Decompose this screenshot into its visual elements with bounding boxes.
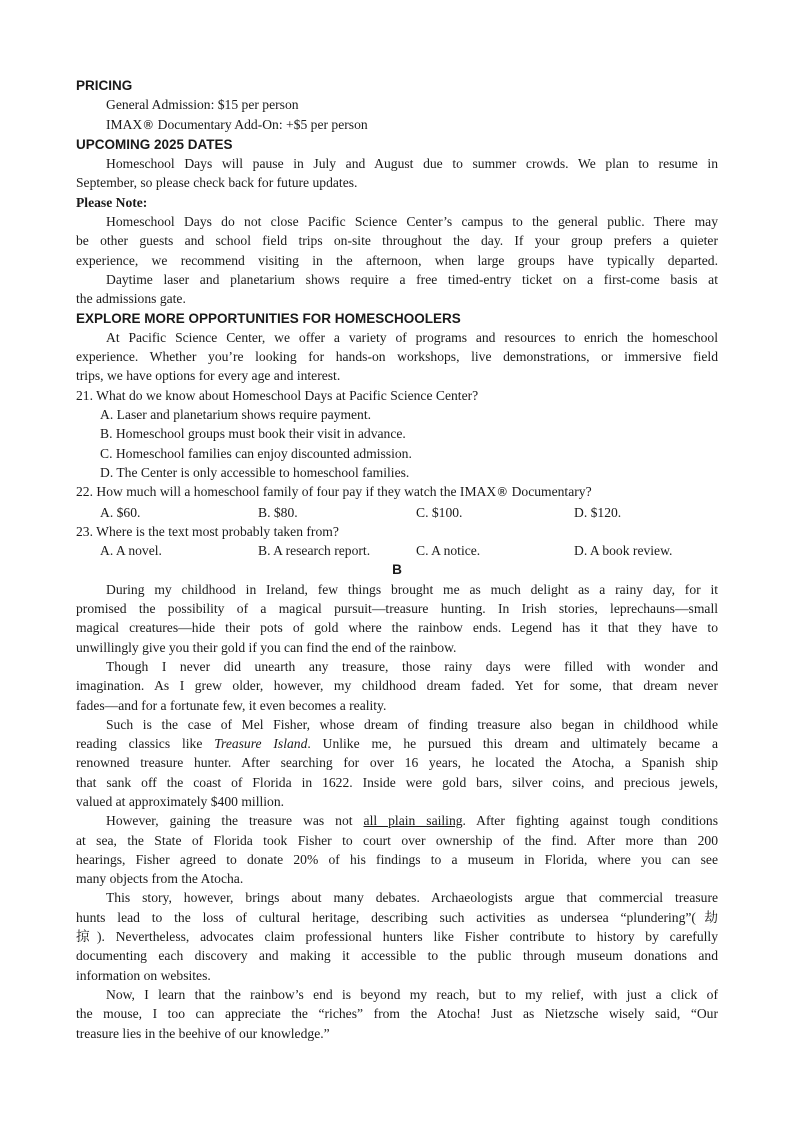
passage-b-label: B	[392, 562, 402, 578]
b-p5-line-3: 掠). Nevertheless, advocates claim professional hunters like Fisher contribute to history by carefully	[76, 929, 718, 945]
imax-addon-line	[76, 115, 718, 135]
upcoming-line-1: Homeschool Days will pause in July and August due to summer crowds. We plan to resume in	[106, 156, 718, 172]
explore-line-2: experience. Whether you’re looking for hands-on workshops, live demonstrations, or immersive field	[76, 349, 718, 365]
note-heading: Please Note:	[76, 194, 148, 210]
explore-line-1: At Pacific Science Center, we offer a variety of programs and resources to enrich the homeschool	[106, 329, 718, 345]
b-p4-line-2: at sea, the State of Florida took Fisher to court over ownership of the find. After more than 200	[76, 832, 718, 848]
b-p3-line-1: Such is the case of Mel Fisher, whose dream of finding treasure also began in childhood while	[106, 716, 718, 732]
b-p6-line-3: treasure lies in the beehive of our knowledge.”	[76, 1025, 330, 1041]
q23-option-c: C. A notice.	[416, 543, 481, 559]
q21-option-c: C. Homeschool families can enjoy discounted admission.	[100, 445, 412, 461]
q22-option-c: C. $100.	[416, 504, 463, 520]
b-p3-line-4: that sank off the coast of Florida in 1622. Inside were gold bars, silver coins, and precious jewels,	[76, 774, 718, 790]
pricing-heading: PRICING	[76, 78, 133, 93]
b-p3-text-b: . Unlike me, he pursued this dream and ultimately became a	[307, 736, 718, 752]
b-p1-line-3: magical creatures—hide their pots of gold where the rainbow ends. Legend has it that they have to	[76, 620, 718, 636]
b-p4-text-b: . After fighting against tough conditions	[462, 813, 718, 829]
b-p2-line-1: Though I never did unearth any treasure, those rainy days were filled with wonder and	[106, 658, 718, 674]
general-admission-line: General Admission: $15 per person	[106, 97, 299, 113]
q21-option-d: D. The Center is only accessible to homeschool families.	[100, 464, 410, 480]
b-p6-line-2: the mouse, I too can appreciate the “riches” from the Atocha! Just as Nietzsche wisely said, “Our	[76, 1006, 718, 1022]
b-p3-line-2	[76, 734, 718, 753]
b-p3-line-5: valued at approximately $400 million.	[76, 793, 285, 809]
registered-mark: ®	[142, 117, 155, 132]
b-p1-line-1: During my childhood in Ireland, few things brought me as much delight as a rainy day, for it	[106, 581, 718, 597]
q22-option-a: A. $60.	[100, 504, 141, 520]
b-p1-line-2: promised the possibility of a magical pursuit—treasure hunting. In Irish stories, leprechauns—small	[76, 601, 718, 617]
b-p3-line-3: renowned treasure hunter. After searching for over 16 years, he located the Atocha, a Spanish ship	[76, 755, 718, 771]
imax-addon-text: Documentary Add-On: +$5 per person	[154, 116, 368, 132]
upcoming-line-2: September, so please check back for future updates.	[76, 175, 358, 191]
q22-options	[76, 503, 718, 522]
q22-stem-end: Documentary?	[508, 484, 592, 500]
q21-option-b: B. Homeschool groups must book their visit in advance.	[100, 426, 406, 442]
b-p3-text-a: reading classics like	[76, 736, 215, 752]
b-p1-line-4: unwillingly give you their gold if you can find the end of the rainbow.	[76, 639, 457, 655]
q22-option-d: D. $120.	[574, 504, 622, 520]
explore-heading: EXPLORE MORE OPPORTUNITIES FOR HOMESCHOOLERS	[76, 310, 461, 326]
q23-stem: 23. Where is the text most probably taken from?	[76, 523, 339, 539]
imax-label: IMAX	[106, 116, 143, 132]
note-p2-line-2: the admissions gate.	[76, 291, 186, 307]
registered-mark: ®	[496, 485, 509, 500]
q23-option-a: A. A novel.	[100, 543, 162, 559]
b-p5-line-4: documenting each discovery and making it accessible to the public through museum donations and	[76, 948, 718, 964]
book-title: Treasure Island	[214, 736, 308, 752]
b-p4-text-a: However, gaining the treasure was not	[106, 813, 364, 829]
note-p1-line-3: experience, we recommend visiting in the afternoon, when large groups have typically departed.	[76, 252, 718, 268]
b-p4-line-4: many objects from the Atocha.	[76, 871, 244, 887]
b-p4-line-3: hearings, Fisher agreed to donate 20% of his findings to a museum in Florida, where you can see	[76, 851, 718, 867]
b-p6-line-1: Now, I learn that the rainbow’s end is beyond my reach, but to my relief, with just a click of	[106, 986, 718, 1002]
explore-line-3: trips, we have options for every age and interest.	[76, 368, 341, 384]
b-p4-line-1	[76, 811, 718, 830]
b-p2-line-2: imagination. As I grew older, however, my childhood dream faded. Yet for some, that dream never	[76, 678, 718, 694]
q23-options	[76, 541, 718, 560]
exam-page	[76, 76, 718, 1043]
q22-stem-text: 22. How much will a homeschool family of four pay if they watch the IMAX	[76, 484, 497, 500]
q21-option-a: A. Laser and planetarium shows require payment.	[100, 407, 372, 423]
q23-option-b: B. A research report.	[258, 543, 371, 559]
upcoming-heading: UPCOMING 2025 DATES	[76, 136, 233, 152]
note-p1-line-2: be other guests and school field trips on-site throughout the day. If your group prefers a quieter	[76, 233, 718, 249]
q21-stem: 21. What do we know about Homeschool Days at Pacific Science Center?	[76, 387, 479, 403]
b-p2-line-3: fades—and for a fortunate few, it even becomes a reality.	[76, 697, 387, 713]
b-p5-line-5: information on websites.	[76, 967, 211, 983]
q22-option-b: B. $80.	[258, 504, 298, 520]
q22-stem	[76, 482, 718, 502]
note-p2-line-1: Daytime laser and planetarium shows require a free timed-entry ticket on a first-come basis at	[106, 271, 718, 287]
q23-option-d: D. A book review.	[574, 543, 673, 559]
underlined-phrase: all plain sailing	[363, 813, 463, 829]
b-p5-line-1: This story, however, brings about many debates. Archaeologists argue that commercial treasure	[106, 890, 718, 906]
b-p5-line-2: hunts lead to the loss of cultural heritage, describing such activities as undersea “plundering”(劫	[76, 909, 718, 925]
note-p1-line-1: Homeschool Days do not close Pacific Science Center’s campus to the general public. There may	[106, 214, 718, 230]
